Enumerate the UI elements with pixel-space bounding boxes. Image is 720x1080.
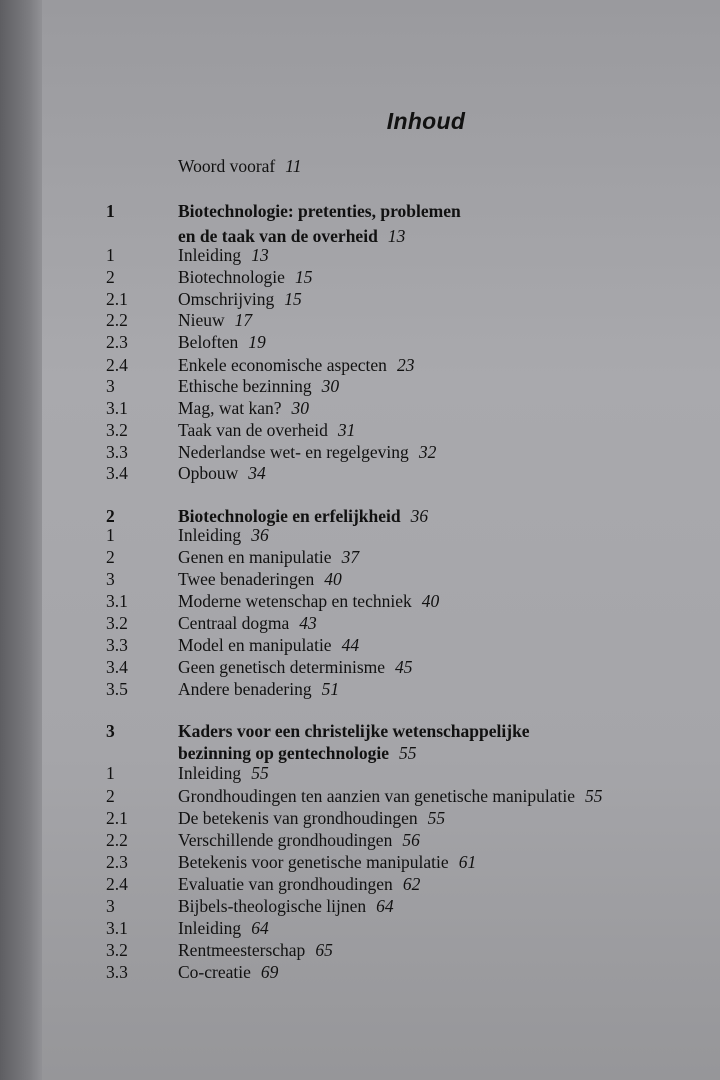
toc-page-number: 55 [427,808,446,828]
toc-entry-number: 2 [106,547,115,567]
toc-entry-text: Inleiding [178,763,242,783]
toc-entry-text: Co-creatie [178,962,251,982]
toc-entry-text: Nieuw [178,310,225,330]
toc-entry-text: Model en manipulatie [178,635,332,655]
toc-page-number: 37 [341,547,360,567]
toc-entry-text: Beloften [178,332,239,352]
toc-entry-text: Andere benadering [178,679,312,699]
toc-entry-number: 2.4 [106,874,128,894]
toc-entry-text: Genen en manipulatie [178,547,332,567]
toc-entry-title [178,895,394,917]
toc-entry-text: Bijbels-theologische lijnen [178,896,367,916]
toc-entry-text: Grondhoudingen ten aanzien van genetische manipulatie [178,786,576,806]
toc-page-number: 31 [337,420,356,440]
toc-entry-text: Betekenis voor genetische manipulatie [178,852,449,872]
toc-entry-number: 2.2 [106,830,128,850]
toc-page-number: 61 [458,852,477,872]
toc-page [42,0,720,1080]
toc-entry-number: 2.1 [106,808,128,828]
toc-entry-title [178,155,301,177]
toc-entry-text: Evaluatie van grondhoudingen [178,874,393,894]
toc-page-number: 56 [402,830,420,850]
toc-page-number: 55 [585,786,603,806]
toc-entry-title [178,656,413,678]
toc-entry-text: Nederlandse wet- en regelgeving [178,442,409,462]
toc-entry-number: 2 [106,786,115,806]
toc-entry-number: 1 [106,525,115,545]
toc-page-number: 51 [321,679,340,699]
toc-entry-number: 3.4 [106,463,128,483]
toc-entry-title [178,851,476,873]
toc-entry-number: 2.2 [106,310,128,330]
toc-entry-title [178,397,309,419]
toc-entry-text: Enkele economische aspecten [178,355,387,375]
toc-entry-number: 1 [106,245,115,265]
toc-entry-number: 3 [106,896,115,916]
toc-entry-number: 3.2 [106,613,128,633]
toc-entry-title [178,720,530,742]
toc-page-number: 44 [341,635,360,655]
toc-page-number: 64 [376,896,394,916]
toc-entry-title [178,785,603,807]
toc-page-number: 11 [285,156,302,176]
toc-page-number: 19 [248,332,266,352]
toc-entry-text: Biotechnologie: pretenties, problemen [178,201,461,221]
toc-entry-number: 3.3 [106,635,128,655]
toc-page-number: 15 [284,289,302,309]
page-title: Inhoud [386,108,466,134]
toc-entry-number: 3.1 [106,918,128,938]
toc-entry-number: 3.5 [106,679,128,699]
toc-entry-text: en de taak van de overheid [178,226,378,246]
toc-entry-title [178,266,312,288]
toc-entry-title [178,762,269,784]
toc-entry-title [178,309,252,331]
toc-entry-title [178,873,420,895]
toc-entry-number: 3.1 [106,398,128,418]
toc-entry-text: Biotechnologie [178,267,285,287]
toc-entry-number: 3 [106,376,115,396]
toc-entry-text: Moderne wetenschap en techniek [178,591,412,611]
toc-entry-text: Inleiding [178,245,242,265]
toc-entry-title [178,829,420,851]
toc-entry-text: Opbouw [178,463,239,483]
toc-entry-title [178,634,359,656]
toc-entry-text: Biotechnologie en erfelijkheid [178,506,401,526]
toc-entry-title [178,288,302,310]
toc-entry-number: 2 [106,506,115,526]
toc-page-number: 30 [291,398,310,418]
toc-entry-title [178,961,278,983]
toc-entry-number: 1 [106,201,115,221]
toc-entry-title [178,742,417,764]
toc-entry-number: 2.1 [106,289,128,309]
toc-entry-text: Kaders voor een christelijke wetenschappelijke [178,721,530,741]
toc-entry-text: Centraal dogma [178,613,290,633]
toc-entry-number: 3.1 [106,591,128,611]
toc-entry-text: De betekenis van grondhoudingen [178,808,418,828]
toc-entry-number: 2 [106,267,115,287]
toc-page-number: 36 [251,525,269,545]
toc-entry-text: Geen genetisch determinisme [178,657,386,677]
toc-entry-title [178,375,339,397]
toc-page-number: 45 [395,657,413,677]
toc-entry-number: 3.3 [106,442,128,462]
toc-page-number: 65 [315,940,333,960]
toc-page-number: 40 [421,591,440,611]
toc-entry-title [178,524,269,546]
toc-entry-number: 2.4 [106,355,128,375]
toc-entry-text: Inleiding [178,918,242,938]
toc-page-number: 32 [418,442,437,462]
toc-page-number: 23 [396,355,415,375]
toc-entry-title [178,939,333,961]
toc-page-number: 64 [251,918,269,938]
toc-page-number: 17 [234,310,253,330]
toc-page-number: 69 [260,962,279,982]
toc-entry-title [178,441,436,463]
toc-entry-title [178,612,317,634]
toc-entry-title [178,200,461,222]
toc-entry-title [178,331,266,353]
toc-entry-title [178,678,339,700]
toc-entry-text: Omschrijving [178,289,275,309]
toc-entry-number: 3.2 [106,940,128,960]
toc-entry-text: Verschillende grondhoudingen [178,830,393,850]
toc-entry-number: 3.2 [106,420,128,440]
toc-entry-title [178,917,269,939]
toc-page-number: 55 [251,763,269,783]
toc-entry-text: bezinning op gentechnologie [178,743,389,763]
toc-entry-text: Mag, wat kan? [178,398,282,418]
toc-entry-number: 2.3 [106,852,128,872]
toc-entry-title [178,590,439,612]
toc-entry-number: 1 [106,763,115,783]
toc-entry-number: 3 [106,569,115,589]
toc-entry-title [178,462,266,484]
toc-entry-text: Woord vooraf [178,156,276,176]
toc-entry-text: Inleiding [178,525,242,545]
toc-entry-title [178,568,342,590]
book-gutter [0,0,48,1080]
toc-entry-title [178,807,445,829]
toc-entry-number: 2.3 [106,332,128,352]
toc-page-number: 15 [294,267,313,287]
toc-page-number: 13 [387,226,406,246]
toc-page-number: 62 [402,874,421,894]
toc-entry-text: Ethische bezinning [178,376,312,396]
toc-entry-number: 3.4 [106,657,128,677]
toc-entry-text: Rentmeesterschap [178,940,306,960]
toc-entry-title [178,354,414,376]
toc-entry-title [178,244,269,266]
toc-entry-number: 3 [106,721,115,741]
toc-entry-text: Twee benaderingen [178,569,315,589]
toc-entry-text: Taak van de overheid [178,420,328,440]
toc-page-number: 43 [299,613,317,633]
toc-entry-number: 3.3 [106,962,128,982]
toc-page-number: 55 [399,743,417,763]
toc-entry-title [178,546,359,568]
toc-entry-title [178,419,355,441]
toc-page-number: 40 [324,569,342,589]
toc-page-number: 30 [321,376,340,396]
toc-page-number: 13 [251,245,269,265]
toc-page-number: 34 [248,463,266,483]
toc-page-number: 36 [410,506,429,526]
